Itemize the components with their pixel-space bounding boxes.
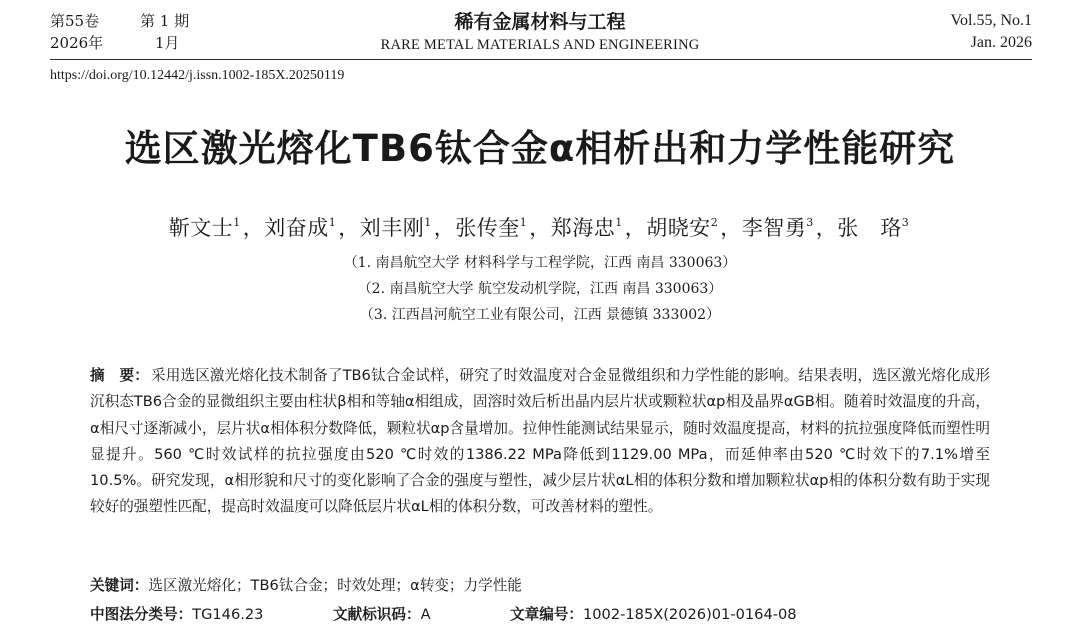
author-name: 刘丰刚 [359, 216, 425, 240]
clc-value: TG146.23 [192, 606, 264, 623]
author-list [0, 212, 1080, 242]
author [169, 216, 243, 240]
author [455, 216, 529, 240]
clc-label: 中图法分类号： [90, 606, 193, 623]
affiliation-3: （3. 江西昌河航空工业有限公司，江西 景德镇 333002） [359, 307, 721, 323]
author [646, 216, 720, 240]
year-cn: 2026年 [50, 34, 104, 52]
paper-title: 选区激光熔化TB6钛合金α相析出和力学性能研究 [124, 127, 956, 170]
author-affiliation-mark: 1 [233, 216, 241, 229]
author-affiliation-mark: 1 [615, 216, 623, 229]
date-en: Jan. 2026 [970, 34, 1032, 51]
author-name: 李智勇 [741, 216, 807, 240]
affiliation-1: （1. 南昌航空大学 材料科学与工程学院，江西 南昌 330063） [343, 255, 737, 271]
author-name: 郑海忠 [550, 216, 616, 240]
author [264, 216, 338, 240]
journal-title-cn: 稀有金属材料与工程 [454, 11, 626, 33]
author-affiliation-mark: 3 [901, 216, 910, 229]
author-name: 胡晓安 [646, 216, 711, 240]
author-affiliation-mark: 3 [806, 216, 814, 229]
doc-code-label: 文献标识码： [333, 606, 421, 623]
abstract-text: 采用选区激光熔化技术制备了TB6钛合金试样，研究了时效温度对合金显微组织和力学性能的影响。结果表明，选区激光熔化成形沉积态TB6合金的显微组织主要由柱状β相和等轴α相组成，固溶时效后析出晶内层片状或颗粒状αp相及晶界αGB相。随着时效温度的升高，α相尺寸逐渐减小，层片状α相体积分数降低，颗粒状αp含量增加。拉伸性能测试结果显示，随时效温度提高，材料的抗拉强度降低而塑性明显提升。560 ℃时效试样的抗拉强度由520 ℃时效的1386.22 MPa降低到1129.00 MPa，而延伸率由520 ℃时效下的7.1%增至10.5%。研究发现，α相形貌和尺寸的变化影响了合金的强度与塑性，减少层片状αL相的体积分数和增加颗粒状αp相的体积分数有助于实现较好的强塑性匹配，提高时效温度可以降低层片状αL相的体积分数，可改善材料的塑性。 [90, 367, 990, 516]
article-no-label: 文章编号： [510, 606, 583, 623]
author-separator: ， [720, 216, 742, 240]
author [360, 216, 434, 240]
author-name: 张 珞 [837, 216, 902, 240]
author-name: 刘奋成 [264, 216, 329, 240]
author-affiliation-mark: 1 [424, 216, 432, 229]
doc-code-value: A [420, 606, 431, 623]
author [742, 216, 816, 240]
author [837, 216, 911, 240]
article-no-value: 1002-185X(2026)01-0164-08 [582, 606, 797, 623]
keywords-text: 选区激光熔化；TB6钛合金；时效处理；α转变；力学性能 [148, 577, 522, 594]
author-name: 靳文士 [168, 216, 234, 240]
author-affiliation-mark: 2 [710, 216, 719, 229]
author-separator: ， [242, 216, 265, 240]
author-separator: ， [529, 216, 551, 240]
doi-link[interactable]: https://doi.org/10.12442/j.issn.1002-185X.20250119 [50, 68, 345, 83]
keywords [90, 574, 522, 595]
author-separator: ， [624, 216, 647, 240]
author-name: 张传奎 [455, 216, 520, 240]
author [551, 216, 625, 240]
abstract [90, 363, 990, 521]
author-affiliation-mark: 1 [328, 216, 337, 229]
keywords-label: 关键词： [90, 577, 149, 594]
affiliation-list [0, 250, 1080, 328]
abstract-label: 摘 要： [90, 367, 149, 384]
header-right [951, 10, 1033, 54]
author-separator: ， [815, 216, 838, 240]
author-affiliation-mark: 1 [519, 216, 528, 229]
month-cn: 1月 [155, 34, 180, 52]
volume-cn: 第55卷 [50, 12, 100, 30]
author-separator: ， [338, 216, 360, 240]
journal-title-en: RARE METAL MATERIALS AND ENGINEERING [380, 37, 700, 53]
author-separator: ， [433, 216, 456, 240]
header-center [0, 10, 1080, 56]
issue-cn: 第 1 期 [140, 12, 190, 30]
affiliation-2: （2. 南昌航空大学 航空发动机学院，江西 南昌 330063） [357, 281, 723, 297]
header-rule [50, 59, 1032, 60]
volume-en: Vol.55, No.1 [950, 12, 1032, 29]
